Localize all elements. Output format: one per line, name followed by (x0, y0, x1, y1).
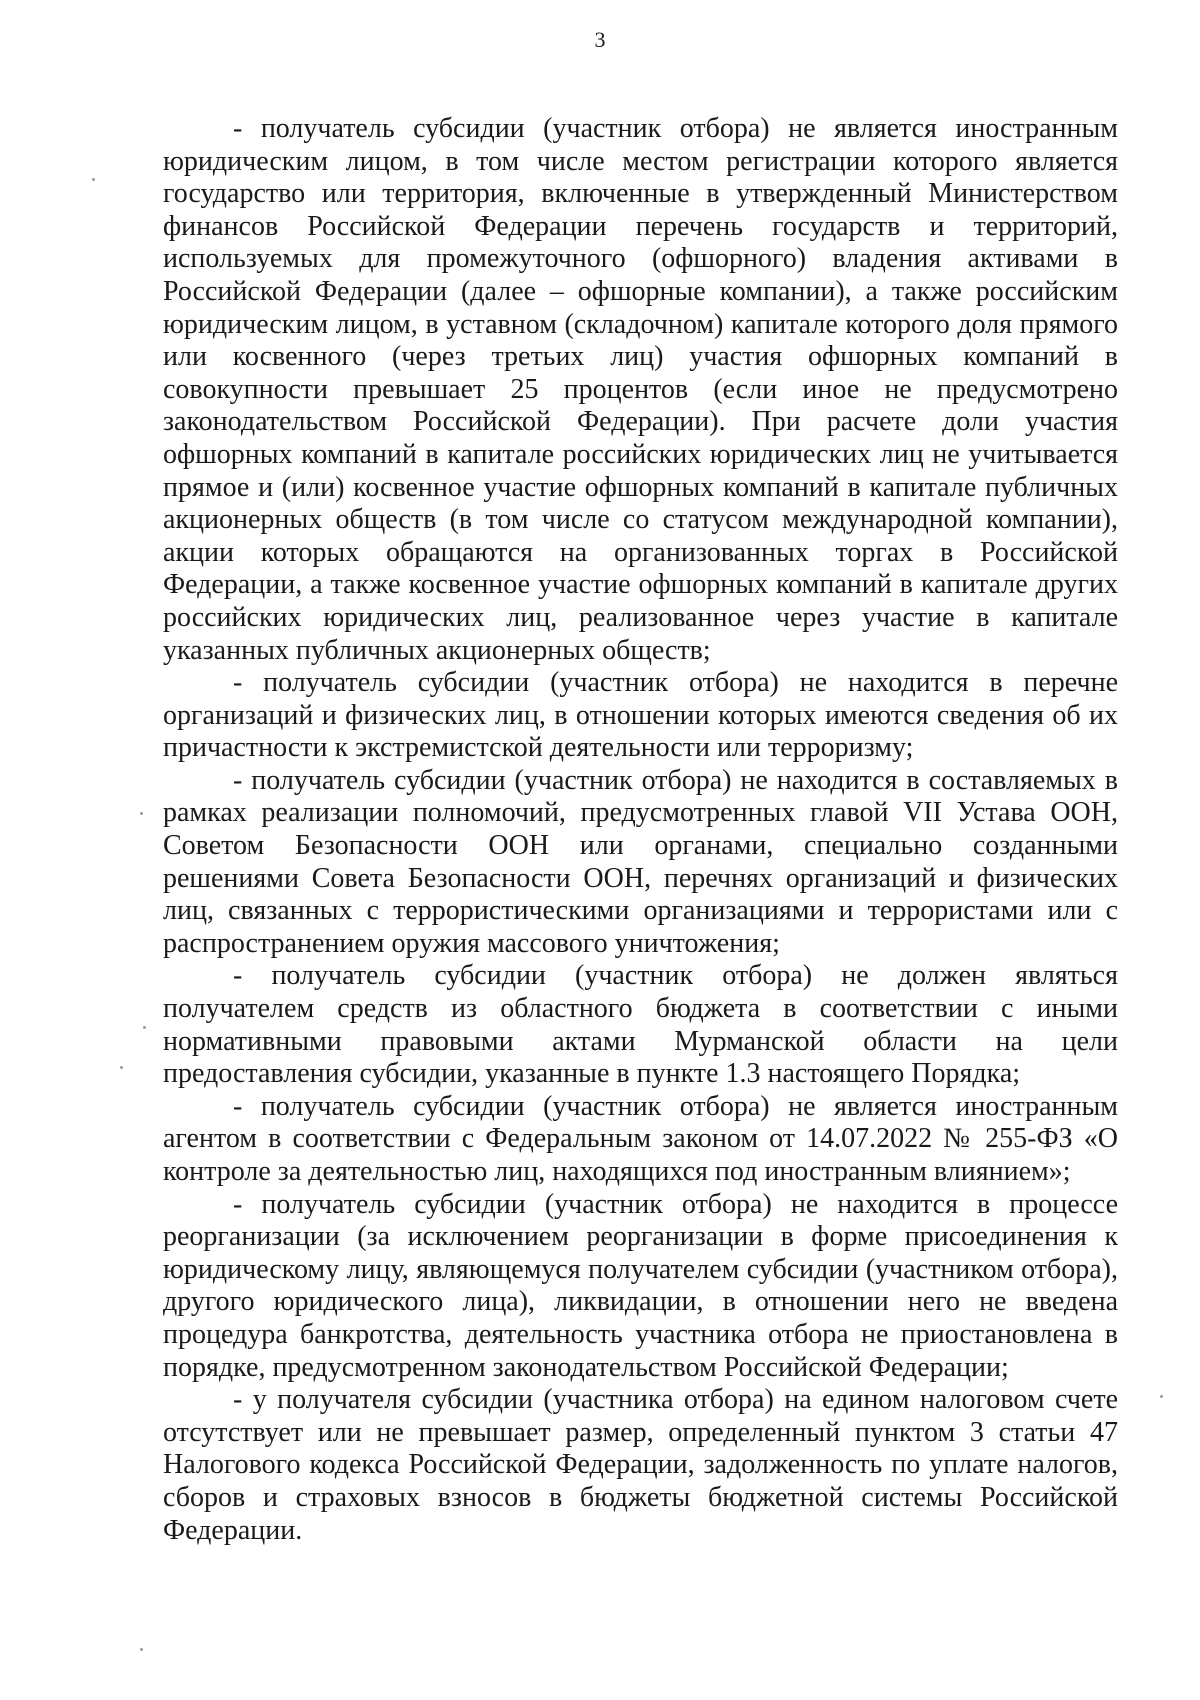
scan-speck (92, 178, 95, 181)
paragraph-reorganization: - получатель субсидии (участник отбора) не находится в процессе реорганизации (за исключением реорганизации в форме присоединения к юридическому лицу, являющемуся получателем субсидии (участником отбора), другого юридического лица), ликвидации, в отношении него не введена процедура банкротства, деятельность участника отбора не приостановлена в порядке, предусмотренном законодательством Российской Федерации; (163, 1188, 1118, 1383)
page-number: 3 (594, 27, 606, 52)
scan-speck (140, 1648, 143, 1651)
scan-speck (143, 1026, 146, 1029)
paragraph-regional-budget: - получатель субсидии (участник отбора) не должен являться получателем средств из областного бюджета в соответствии с иными нормативными правовыми актами Мурманской области на цели предоставления субсидии, указанные в пункте 1.3 настоящего Порядка; (163, 960, 1118, 1090)
paragraph-tax-debt: - у получателя субсидии (участника отбора) на едином налоговом счете отсутствует или не превышает размер, определенный пунктом 3 статьи 47 Налогового кодекса Российской Федерации, задолженность по уплате налогов, сборов и страховых взносов в бюджеты бюджетной системы Российской Федерации. (163, 1384, 1118, 1546)
paragraph-extremism-list: - получатель субсидии (участник отбора) не находится в перечне организаций и физических лиц, в отношении которых имеются сведения об их причастности к экстремистской деятельности или терроризму; (163, 667, 1118, 764)
scan-speck (120, 1066, 123, 1069)
scan-speck (140, 812, 143, 815)
paragraph-offshore: - получатель субсидии (участник отбора) не является иностранным юридическим лицом, в том числе местом регистрации которого является государство или территория, включенные в утвержденный Министерством финансов Российской Федерации перечень государств и территорий, используемых для промежуточного (офшорного) владения активами в Российской Федерации (далее – офшорные компании), а также российским юридическим лицом, в уставном (складочном) капитале которого доля прямого или косвенного (через третьих лиц) участия офшорных компаний в совокупности превышает 25 процентов (если иное не предусмотрено законодательством Российской Федерации). При расчете доли участия офшорных компаний в капитале российских юридических лиц не учитывается прямое и (или) косвенное участие офшорных компаний в капитале публичных акционерных обществ (в том числе со статусом международной компании), акции которых обращаются на организованных торгах в Российской Федерации, а также косвенное участие офшорных компаний в капитале других российских юридических лиц, реализованное через участие в капитале указанных публичных акционерных обществ; (163, 113, 1118, 666)
paragraph-un-sanctions-list: - получатель субсидии (участник отбора) не находится в составляемых в рамках реализации полномочий, предусмотренных главой VII Устава ООН, Советом Безопасности ООН или органами, специально созданными решениями Совета Безопасности ООН, перечнях организаций и физических лиц, связанных с террористическими организациями и террористами или с распространением оружия массового уничтожения; (163, 764, 1118, 959)
document-body (163, 113, 1118, 1547)
scan-speck (1160, 1395, 1163, 1398)
paragraph-foreign-agent: - получатель субсидии (участник отбора) не является иностранным агентом в соответствии с Федеральным законом от 14.07.2022 № 255-ФЗ «О контроле за деятельностью лиц, находящихся под иностранным влиянием»; (163, 1090, 1118, 1187)
